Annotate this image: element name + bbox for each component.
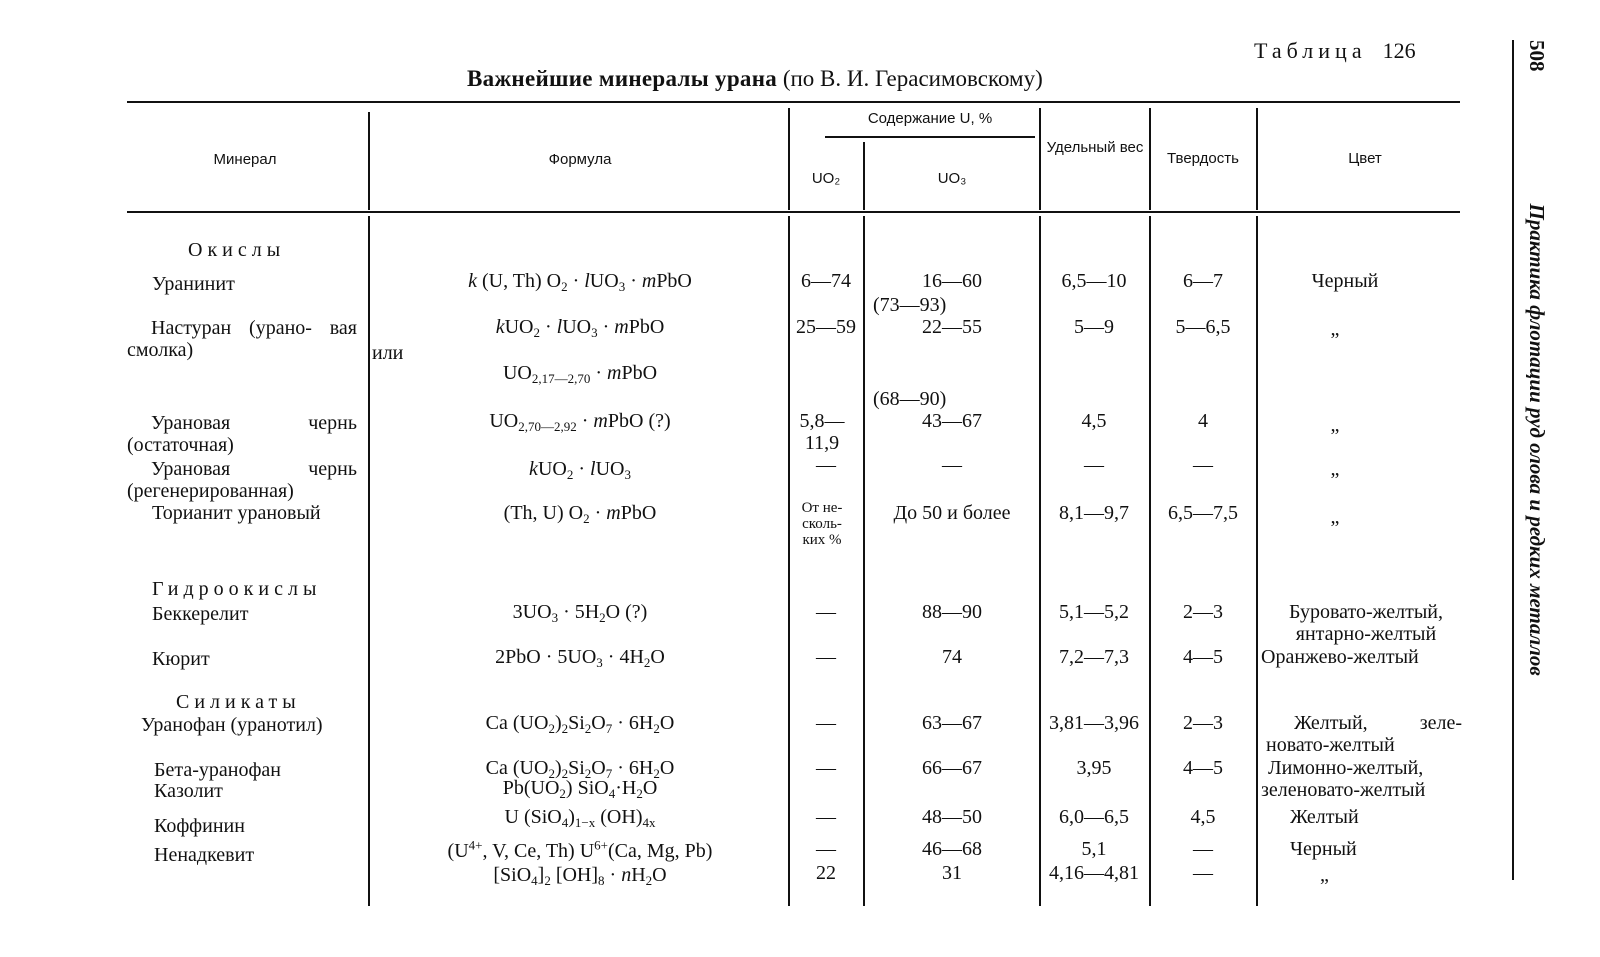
row-nasturan-uo3: 22—55: [922, 316, 982, 338]
row-nenadkevite-density-2: 4,16—4,81: [1049, 862, 1139, 884]
row-nenadkevite-density: 5,1: [1081, 838, 1107, 860]
table-title: [467, 66, 1043, 92]
row-nasturan-density: 5—9: [1074, 316, 1114, 338]
row-black-regen-mineral: Урановая чернь (регенерированная): [127, 458, 357, 502]
running-head-text: Практика флотации руд олова и редких металлов: [1525, 203, 1549, 676]
row-beta-uranophane-formula: Ca $(UO_2)_2Si_2O_7 \cdot 6H_2O$: [485, 757, 675, 781]
row-nasturan-ili: или: [372, 342, 404, 364]
row-beta-uranophane-mineral: Бета-уранофан: [154, 759, 282, 781]
row-black-regen-hardness: —: [1193, 454, 1213, 476]
row-black-regen-uo2: —: [816, 454, 836, 476]
row-becquerelite-mineral: Беккерелит: [152, 603, 249, 625]
title-rest: (по В. И. Герасимовскому): [782, 66, 1043, 91]
row-thorianite-uo2: От не- сколь- ких %: [801, 500, 843, 548]
row-coffinite-color: Желтый: [1290, 806, 1359, 828]
row-black-regen-density: —: [1084, 454, 1104, 476]
row-beta-uranophane-hardness: 4—5: [1183, 757, 1223, 779]
row-nenadkevite-formula-2: $[SiO_4]_2$ $[OH]_8 \cdot nH_2O$: [493, 864, 667, 888]
row-coffinite-uo3: 48—50: [922, 806, 982, 828]
row-becquerelite-formula: $3UO_3 \cdot 5H_2O$ (?): [512, 601, 648, 625]
row-nenadkevite-hardness: —: [1193, 838, 1213, 860]
section-silicates: Силикаты: [176, 691, 301, 713]
row-becquerelite-density: 5,1—5,2: [1059, 601, 1129, 623]
row-nenadkevite-mineral: Ненадкевит: [154, 844, 255, 866]
row-black-residual-mineral: Урановая чернь (остаточная): [127, 412, 357, 456]
row-coffinite-uo2: —: [816, 806, 836, 828]
header-uo2: UO₂: [811, 170, 841, 187]
row-curite-uo2: —: [816, 646, 836, 668]
row-nenadkevite-formula: ($U^{4+}$, V, Ce, Th) $U^{6+}(Ca$, Mg, Pb): [447, 837, 713, 862]
row-nenadkevite-uo2-2: 22: [816, 862, 836, 884]
title-bold: Важнейшие минералы урана: [467, 66, 778, 91]
row-curite-hardness: 4—5: [1183, 646, 1223, 668]
row-black-regen-color: „: [1330, 458, 1340, 480]
col-rule-1: [368, 112, 370, 210]
row-coffinite-mineral: Коффинин: [154, 815, 245, 837]
section-oxides: Окислы: [188, 239, 286, 261]
header-uo3: UO₃: [937, 170, 967, 187]
row-uranophane-hardness: 2—3: [1183, 712, 1223, 734]
row-beta-uranophane-uo2: —: [816, 757, 836, 779]
row-thorianite-formula: (Th, U) $O_2$ · mPbO: [503, 502, 657, 526]
page-number: 508: [1525, 40, 1549, 72]
row-curite-color: Оранжево-желтый: [1261, 646, 1419, 668]
row-uranophane-formula: Ca $(UO_2)_2Si_2O_7 \cdot 6H_2O$: [485, 712, 675, 736]
row-beta-uranophane-uo3: 66—67: [922, 757, 982, 779]
table-number-value: 126: [1382, 38, 1416, 63]
row-becquerelite-hardness: 2—3: [1183, 601, 1223, 623]
col-rule-1b: [368, 216, 370, 906]
row-uranophane-color: Желтый, зеле- новато-желтый: [1266, 712, 1462, 756]
header-formula: Формула: [548, 151, 612, 168]
row-uraninite-uo3-note: (73—93): [873, 294, 947, 316]
content-subheader-rule: [825, 136, 1035, 138]
header-bottom-rule: [127, 211, 1460, 213]
row-thorianite-density: 8,1—9,7: [1059, 502, 1129, 524]
row-nasturan-uo2: 25—59: [796, 316, 856, 338]
row-nasturan-mineral: Настуран (урано- вая смолка): [127, 317, 357, 361]
row-nenadkevite-hardness-2: —: [1193, 862, 1213, 884]
row-uraninite-color: Черный: [1311, 270, 1379, 292]
row-uraninite-uo3: 16—60: [922, 270, 982, 292]
row-black-residual-uo3: 43—67: [922, 410, 982, 432]
row-uraninite-uo2: 6—74: [801, 270, 851, 292]
row-nasturan-color: „: [1330, 318, 1340, 340]
row-nenadkevite-color: Черный: [1290, 838, 1357, 860]
row-black-residual-color: „: [1330, 414, 1340, 436]
row-uranophane-uo3: 63—67: [922, 712, 982, 734]
row-nenadkevite-uo3-2: 31: [942, 862, 962, 884]
row-nenadkevite-uo2: —: [816, 838, 836, 860]
row-curite-formula: $2PbO \cdot 5UO_3 \cdot 4H_2O$: [495, 646, 665, 670]
header-hardness: Твердость: [1167, 150, 1239, 167]
row-uraninite-mineral: Уранинит: [152, 273, 235, 295]
row-thorianite-uo3: До 50 и более: [893, 502, 1011, 524]
row-uranophane-uo2: —: [816, 712, 836, 734]
row-black-residual-formula: $UO_{2,70—2,92}$ · mPbO (?): [489, 410, 671, 434]
row-black-regen-uo3: —: [942, 454, 962, 476]
row-thorianite-mineral: Торианит урановый: [152, 502, 321, 524]
row-coffinite-formula: U $(SiO_4)_{1-x}$ $(OH)_{4x}$: [504, 806, 656, 830]
col-rule-6: [1256, 108, 1258, 210]
table-label: Таблица: [1254, 38, 1367, 63]
row-uraninite-density: 6,5—10: [1061, 270, 1127, 292]
row-uraninite-formula: k (U, Th) $O_2 \cdot lUO_3$ · mPbO: [468, 270, 692, 294]
row-curite-density: 7,2—7,3: [1059, 646, 1129, 668]
row-beta-uranophane-density: 3,95: [1076, 757, 1112, 779]
col-rule-2: [788, 108, 790, 210]
row-nasturan-formula-alt: $UO_{2,17—2,70}$ · mPbO: [502, 362, 658, 386]
row-becquerelite-uo3: 88—90: [922, 601, 982, 623]
row-nenadkevite-color-2: „: [1320, 864, 1329, 886]
row-coffinite-density: 6,0—6,5: [1059, 806, 1129, 828]
row-kasolite-color: зеленовато-желтый: [1261, 779, 1426, 801]
row-black-residual-density: 4,5: [1081, 410, 1107, 432]
row-uraninite-hardness: 6—7: [1183, 270, 1223, 292]
header-mineral: Минерал: [213, 151, 277, 168]
row-nasturan-uo3-note: (68—90): [873, 388, 947, 410]
col-rule-3: [863, 142, 865, 210]
header-color: Цвет: [1348, 150, 1382, 167]
running-head: [1524, 40, 1549, 676]
row-beta-uranophane-color: Лимонно-желтый,: [1268, 757, 1424, 779]
section-hydroxides: Гидроокислы: [152, 578, 322, 600]
row-black-residual-hardness: 4: [1198, 410, 1208, 432]
row-black-regen-formula: kUO$_2$ · lUO$_3$: [529, 458, 631, 482]
row-nenadkevite-uo3: 46—68: [922, 838, 982, 860]
row-coffinite-hardness: 4,5: [1190, 806, 1216, 828]
row-curite-uo3: 74: [942, 646, 962, 668]
col-rule-6b: [1256, 216, 1258, 906]
margin-rule: [1512, 40, 1514, 880]
row-kasolite-formula: $Pb(UO_2)$ $SiO_4\cdot H_2O$: [502, 777, 658, 801]
row-thorianite-hardness: 6,5—7,5: [1168, 502, 1238, 524]
table-number: [1254, 38, 1416, 64]
col-rule-3b: [863, 216, 865, 906]
header-content: Содержание U, %: [867, 110, 993, 127]
row-black-residual-uo2: 5,8— 11,9: [799, 410, 845, 454]
row-uranophane-density: 3,81—3,96: [1049, 712, 1139, 734]
row-kasolite-mineral: Казолит: [154, 780, 223, 802]
table-top-rule: [127, 101, 1460, 103]
row-nasturan-formula: kUO$_2$ · lUO$_3$ · mPbO: [495, 316, 665, 340]
header-density: Удельный вес: [1046, 139, 1144, 156]
row-uranophane-mineral: Уранофан (уранотил): [141, 714, 323, 736]
row-curite-mineral: Кюрит: [152, 648, 210, 670]
row-thorianite-color: „: [1330, 506, 1340, 528]
row-becquerelite-uo2: —: [816, 601, 836, 623]
row-nasturan-hardness: 5—6,5: [1175, 316, 1231, 338]
row-becquerelite-color: Буровато-желтый, янтарно-желтый: [1289, 601, 1443, 645]
